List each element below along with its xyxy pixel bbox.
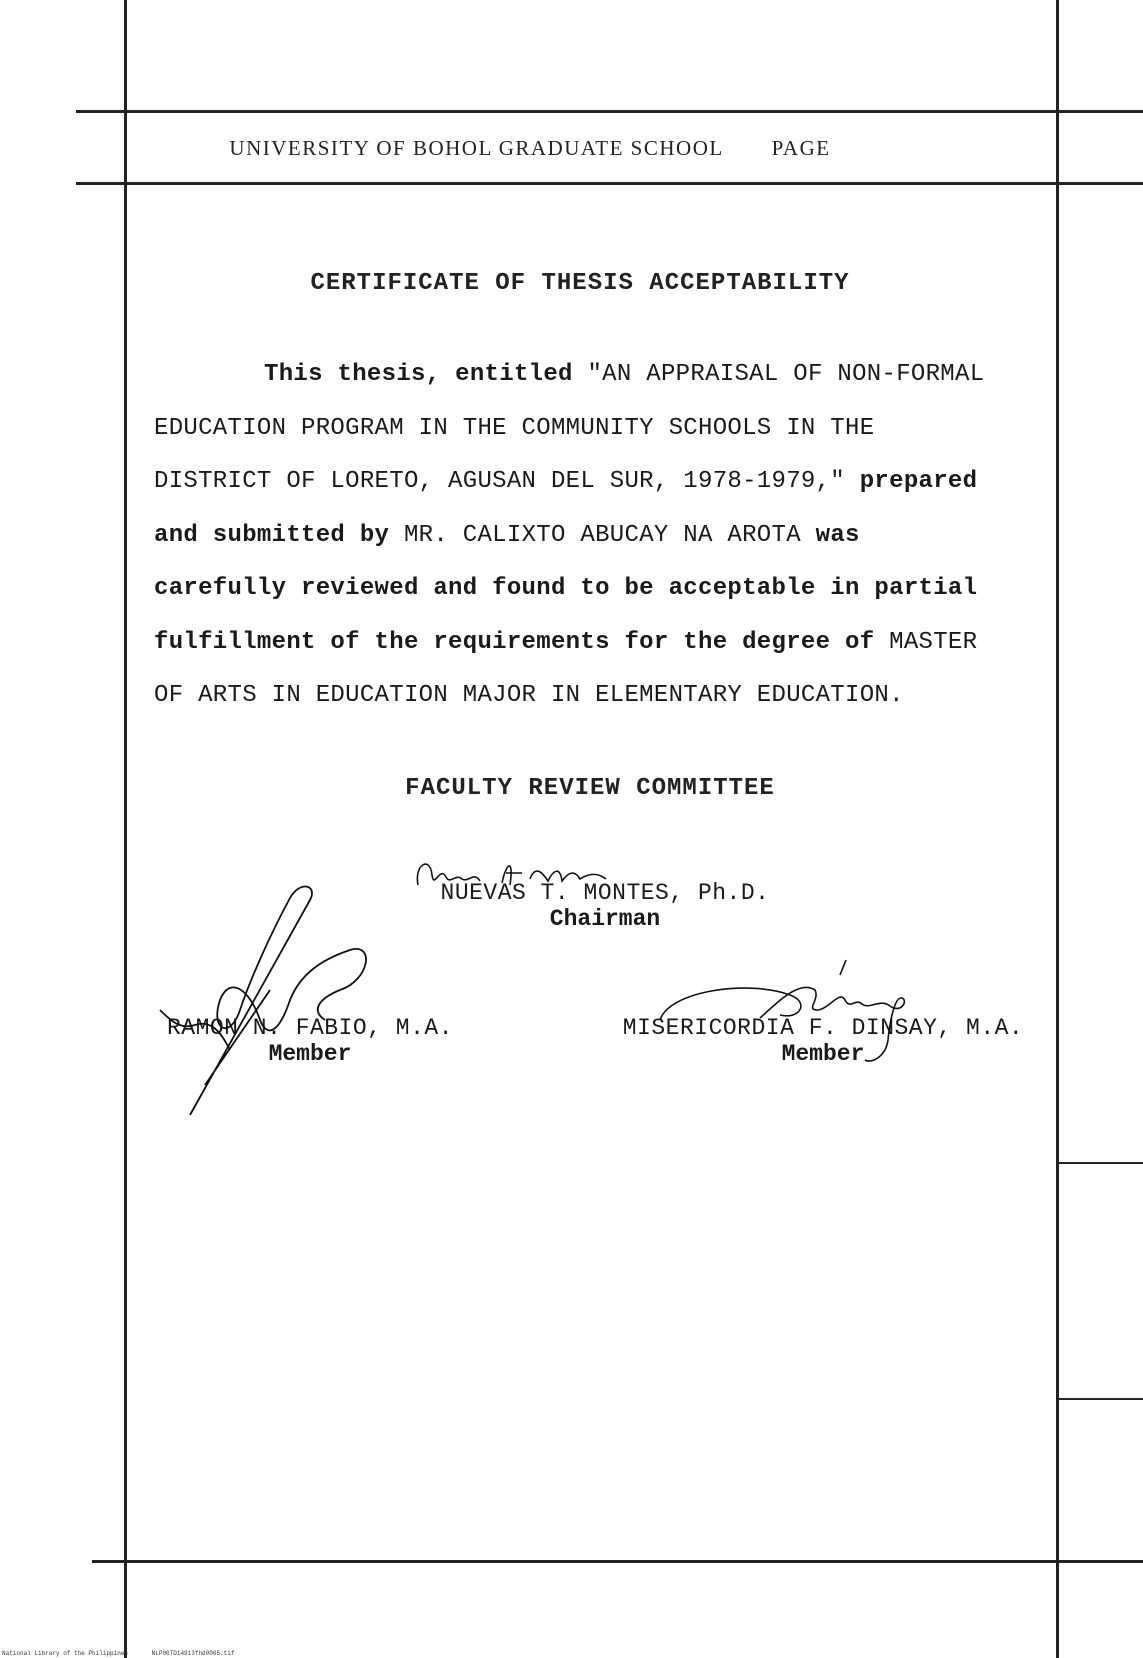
header-bottom-rule [76,182,1143,185]
body-text-segment: and submitted by [154,521,404,549]
member-right-role: Member [781,1041,865,1067]
body-text-segment: This thesis, entitled [264,361,588,388]
chairman-role: Chairman [549,906,661,932]
body-text-segment: MR. CALIXTO ABUCAY NA AROTA [403,521,801,549]
body-text-segment: prepared [859,468,978,495]
right-margin-rule-1 [1056,1162,1143,1164]
body-text-segment: fulfillment of the requirements for the degree of [154,628,890,656]
member-left-role: Member [268,1041,352,1067]
page-label: PAGE [771,136,831,160]
member-left-signature [150,880,390,1120]
body-line [154,455,1034,509]
body-text-segment: EDUCATION PROGRAM IN THE COMMUNITY SCHOOLS IN THE [154,414,875,442]
body-line [154,562,1034,616]
page-header [0,136,1060,161]
chairman-name: NUEVAS T. MONTES, Ph.D. [440,880,770,906]
committee-title: FACULTY REVIEW COMMITTEE [405,775,775,802]
body-line [154,348,1034,402]
library-name: National Library of the Philippines [2,1650,129,1657]
bottom-rule [92,1560,1143,1563]
member-right-signature [640,960,940,1070]
body-text-segment: MASTER [889,628,978,656]
scan-footer [2,1650,254,1657]
right-border-line [1056,0,1059,1658]
body-text-segment: was [800,521,860,549]
body-text-segment: carefully reviewed and found to be acceptable in partial [154,575,978,602]
file-id: NLP00TD14913fhd0005.tif [151,1650,235,1657]
body-line [154,509,1034,563]
right-margin-rule-2 [1056,1398,1143,1400]
body-line [154,616,1034,670]
body-text-segment: "AN APPRAISAL OF NON-FORMAL [587,361,985,388]
certificate-body [154,348,1034,723]
left-border-line [124,0,127,1658]
member-left-name: RAMON N. FABIO, M.A. [166,1015,454,1041]
body-text-segment: DISTRICT OF LORETO, AGUSAN DEL SUR, 1978-1979," [154,468,860,495]
chairman-signature [410,845,670,905]
body-line [154,669,1034,723]
body-text-segment: OF ARTS IN EDUCATION MAJOR IN ELEMENTARY EDUCATION. [154,682,904,709]
header-top-rule [76,110,1143,113]
member-right-name: MISERICORDIA F. DINSAY, M.A. [622,1015,1024,1041]
institution-name: UNIVERSITY OF BOHOL GRADUATE SCHOOL [229,136,723,160]
body-line [154,402,1034,456]
certificate-title: CERTIFICATE OF THESIS ACCEPTABILITY [310,270,850,297]
